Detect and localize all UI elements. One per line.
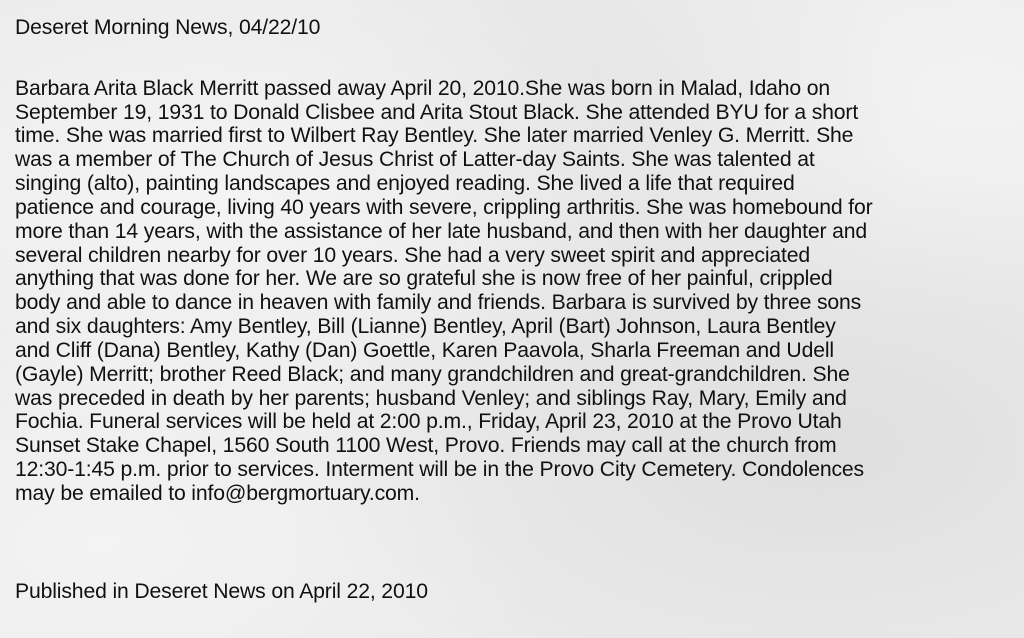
- publication-footer: Published in Deseret News on April 22, 2010: [15, 580, 428, 603]
- body-line: anything that was done for her. We are so grateful she is now free of her painful, crippled: [15, 267, 833, 290]
- body-line: was a member of The Church of Jesus Christ of Latter-day Saints. She was talented at: [15, 148, 815, 171]
- body-line: time. She was married first to Wilbert Ray Bentley. She later married Venley G. Merritt. She: [15, 124, 854, 147]
- body-line: more than 14 years, with the assistance of her late husband, and then with her daughter and: [15, 220, 868, 243]
- body-line: may be emailed to info@bergmortuary.com.: [15, 482, 420, 505]
- body-line: was preceded in death by her parents; husband Venley; and siblings Ray, Mary, Emily and: [15, 387, 847, 410]
- body-line: 12:30-1:45 p.m. prior to services. Interment will be in the Provo City Cemetery. Condolences: [15, 458, 864, 481]
- body-line: Sunset Stake Chapel, 1560 South 1100 West, Provo. Friends may call at the church from: [15, 434, 837, 457]
- body-line: patience and courage, living 40 years with severe, crippling arthritis. She was homebound for: [15, 196, 873, 219]
- body-line: singing (alto), painting landscapes and enjoyed reading. She lived a life that required: [15, 172, 795, 195]
- body-line: September 19, 1931 to Donald Clisbee and Arita Stout Black. She attended BYU for a short: [15, 101, 859, 124]
- body-line: and six daughters: Amy Bentley, Bill (Lianne) Bentley, April (Bart) Johnson, Laura Bentley: [15, 315, 836, 338]
- body-line: and Cliff (Dana) Bentley, Kathy (Dan) Goettle, Karen Paavola, Sharla Freeman and Udell: [15, 339, 834, 362]
- body-line: Barbara Arita Black Merritt passed away April 20, 2010.She was born in Malad, Idaho on: [15, 77, 831, 100]
- body-line: (Gayle) Merritt; brother Reed Black; and many grandchildren and great-grandchildren. She: [15, 363, 850, 386]
- body-line: body and able to dance in heaven with family and friends. Barbara is survived by three sons: [15, 291, 862, 314]
- body-line: Fochia. Funeral services will be held at 2:00 p.m., Friday, April 23, 2010 at the Provo Utah: [15, 410, 842, 433]
- body-line: several children nearby for over 10 years. She had a very sweet spirit and appreciated: [15, 244, 811, 267]
- publication-header: Deseret Morning News, 04/22/10: [15, 16, 321, 39]
